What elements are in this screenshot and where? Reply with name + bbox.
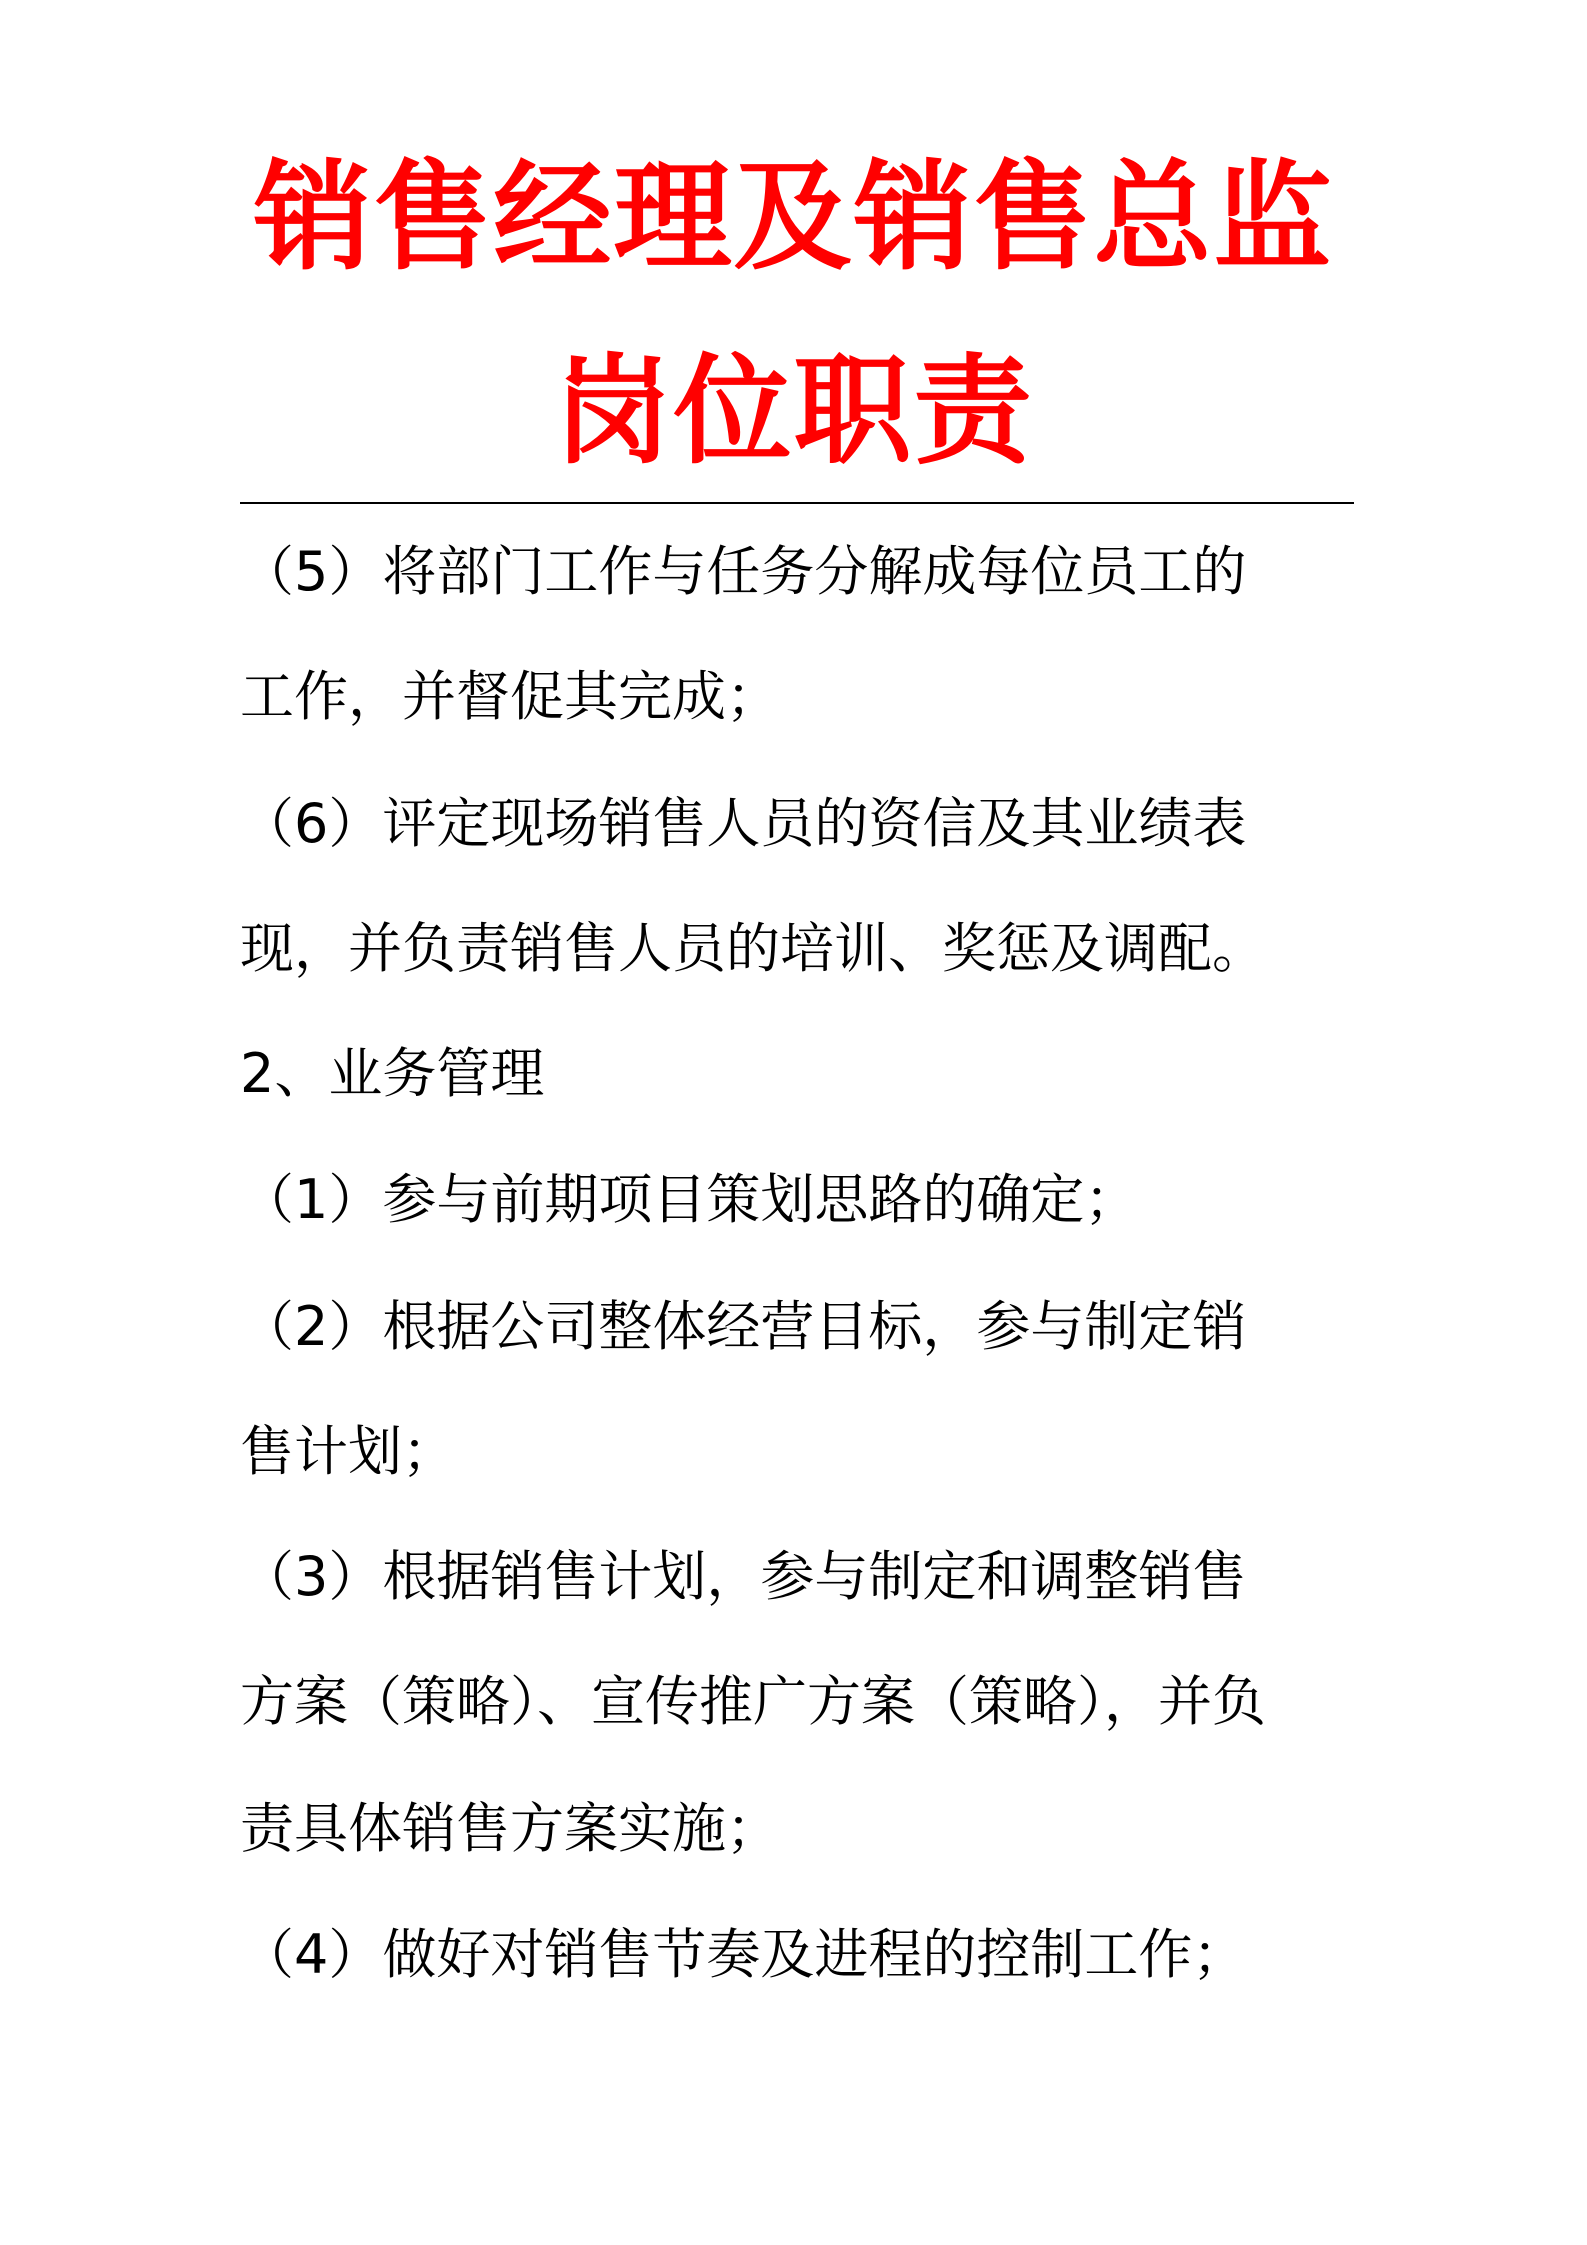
body-line-11: 责具体销售方案实施； [240, 1797, 780, 1860]
title-divider [240, 502, 1354, 504]
body-line-2: 工作，并督促其完成； [240, 665, 780, 728]
body-line-6: （1）参与前期项目策划思路的确定； [240, 1168, 1139, 1231]
body-line-3: （6）评定现场销售人员的资信及其业绩表 [240, 792, 1247, 855]
body-line-12: （4）做好对销售节奏及进程的控制工作； [240, 1923, 1247, 1986]
body-line-1: （5）将部门工作与任务分解成每位员工的 [240, 540, 1247, 603]
body-line-8: 售计划； [240, 1420, 456, 1483]
body-line-7: （2）根据公司整体经营目标，参与制定销 [240, 1295, 1247, 1358]
body-line-10: 方案（策略）、宣传推广方案（策略），并负 [240, 1670, 1266, 1733]
document-title-line-1: 销售经理及销售总监 [253, 148, 1334, 286]
body-line-9: （3）根据销售计划，参与制定和调整销售 [240, 1545, 1247, 1608]
body-line-4: 现，并负责销售人员的培训、奖惩及调配。 [240, 917, 1266, 980]
document-title-line-2: 岗位职责 [553, 342, 1034, 480]
section-heading-business-management: 2、业务管理 [240, 1042, 545, 1105]
